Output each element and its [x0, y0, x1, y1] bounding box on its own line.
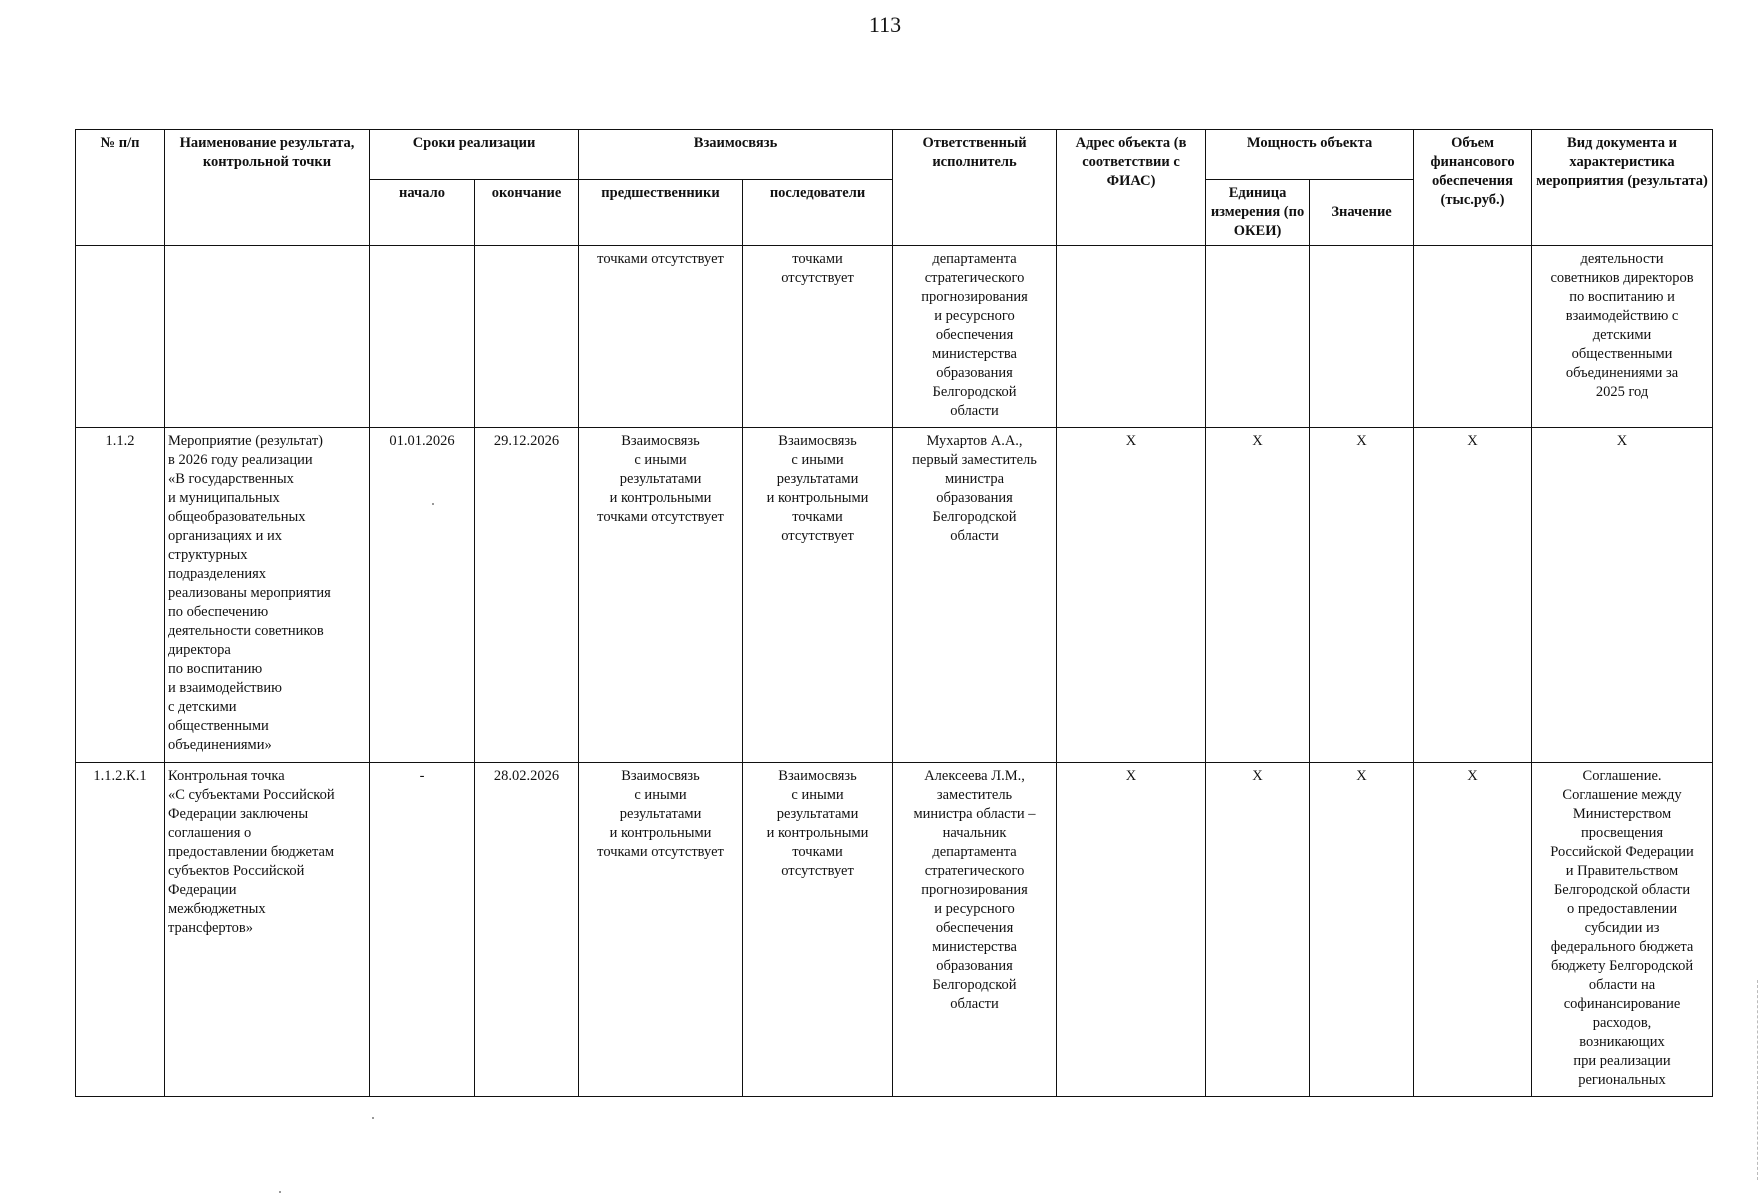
- scan-speck: [372, 1117, 374, 1119]
- cell-funding: X: [1414, 763, 1532, 1097]
- table-row: [76, 763, 1713, 1097]
- cell-successors: Взаимосвязь с иными результатами и контрольными точками отсутствует: [743, 428, 893, 763]
- cell-predecessors: Взаимосвязь с иными результатами и контрольными точками отсутствует: [579, 428, 743, 763]
- cell-funding: X: [1414, 428, 1532, 763]
- header-doc-type: Вид документа и характеристика мероприятия (результата): [1532, 130, 1713, 246]
- cell-start: 01.01.2026: [370, 428, 475, 763]
- cell-num: 1.1.2: [76, 428, 165, 763]
- cell-successors: точками отсутствует: [743, 246, 893, 428]
- table-row: [76, 246, 1713, 428]
- header-link: Взаимосвязь: [579, 130, 893, 180]
- cell-name: [165, 246, 370, 428]
- cell-doc-type: X: [1532, 428, 1713, 763]
- cell-num: [76, 246, 165, 428]
- cell-doc-type: деятельности советников директоров по воспитанию и взаимодействию с детскими общественными объединениями за 2025 год: [1532, 246, 1713, 428]
- cell-name: Контрольная точка «С субъектами Российской Федерации заключены соглашения о предоставлении бюджетам субъектов Российской Федерации межбюджетных трансфертов»: [165, 763, 370, 1097]
- cell-responsible: Алексеева Л.М., заместитель министра области – начальник департамента стратегического прогнозирования и ресурсного обеспечения министерства образования Белгородской области: [893, 763, 1057, 1097]
- cell-value: X: [1310, 428, 1414, 763]
- scan-margin-line: [1756, 980, 1758, 1180]
- header-unit: Единица измерения (по ОКЕИ): [1206, 180, 1310, 246]
- cell-value: X: [1310, 763, 1414, 1097]
- header-funding: Объем финансового обеспечения (тыс.руб.): [1414, 130, 1532, 246]
- header-predecessors: предшественники: [579, 180, 743, 246]
- cell-successors: Взаимосвязь с иными результатами и контрольными точками отсутствует: [743, 763, 893, 1097]
- header-capacity: Мощность объекта: [1206, 130, 1414, 180]
- plan-table: [75, 129, 1713, 1097]
- table-row: [76, 428, 1713, 763]
- cell-unit: [1206, 246, 1310, 428]
- cell-address: X: [1057, 428, 1206, 763]
- cell-predecessors: Взаимосвязь с иными результатами и контрольными точками отсутствует: [579, 763, 743, 1097]
- header-name: Наименование результата, контрольной точки: [165, 130, 370, 246]
- header-start: начало: [370, 180, 475, 246]
- cell-start: -: [370, 763, 475, 1097]
- cell-address: X: [1057, 763, 1206, 1097]
- header-responsible: Ответственный исполнитель: [893, 130, 1057, 246]
- cell-start: [370, 246, 475, 428]
- cell-name: Мероприятие (результат) в 2026 году реализации «В государственных и муниципальных общеобразовательных организациях и их структурных подразделениях реализованы мероприятия по обеспечению деятельности советников директора по воспитанию и взаимодействию с детскими общественными объединениями»: [165, 428, 370, 763]
- cell-num: 1.1.2.К.1: [76, 763, 165, 1097]
- cell-address: [1057, 246, 1206, 428]
- cell-end: 29.12.2026: [475, 428, 579, 763]
- scan-speck: [432, 503, 434, 505]
- cell-value: [1310, 246, 1414, 428]
- header-end: окончание: [475, 180, 579, 246]
- page-number: 113: [868, 12, 902, 37]
- header-successors: последователи: [743, 180, 893, 246]
- cell-doc-type: Соглашение. Соглашение между Министерством просвещения Российской Федерации и Правительством Белгородской области о предоставлении субсидии из федерального бюджета бюджету Белгородской области на софинансирование расходов, возникающих при реализации региональных: [1532, 763, 1713, 1097]
- cell-unit: X: [1206, 763, 1310, 1097]
- header-num: № п/п: [76, 130, 165, 246]
- cell-end: [475, 246, 579, 428]
- cell-responsible: департамента стратегического прогнозирования и ресурсного обеспечения министерства образования Белгородской области: [893, 246, 1057, 428]
- header-value: Значение: [1310, 180, 1414, 246]
- cell-predecessors: точками отсутствует: [579, 246, 743, 428]
- scan-speck: [279, 1191, 281, 1193]
- cell-responsible: Мухартов А.А., первый заместитель министра образования Белгородской области: [893, 428, 1057, 763]
- cell-unit: X: [1206, 428, 1310, 763]
- table-header: [76, 130, 1713, 246]
- header-address: Адрес объекта (в соответствии с ФИАС): [1057, 130, 1206, 246]
- cell-funding: [1414, 246, 1532, 428]
- cell-end: 28.02.2026: [475, 763, 579, 1097]
- header-timing: Сроки реализации: [370, 130, 579, 180]
